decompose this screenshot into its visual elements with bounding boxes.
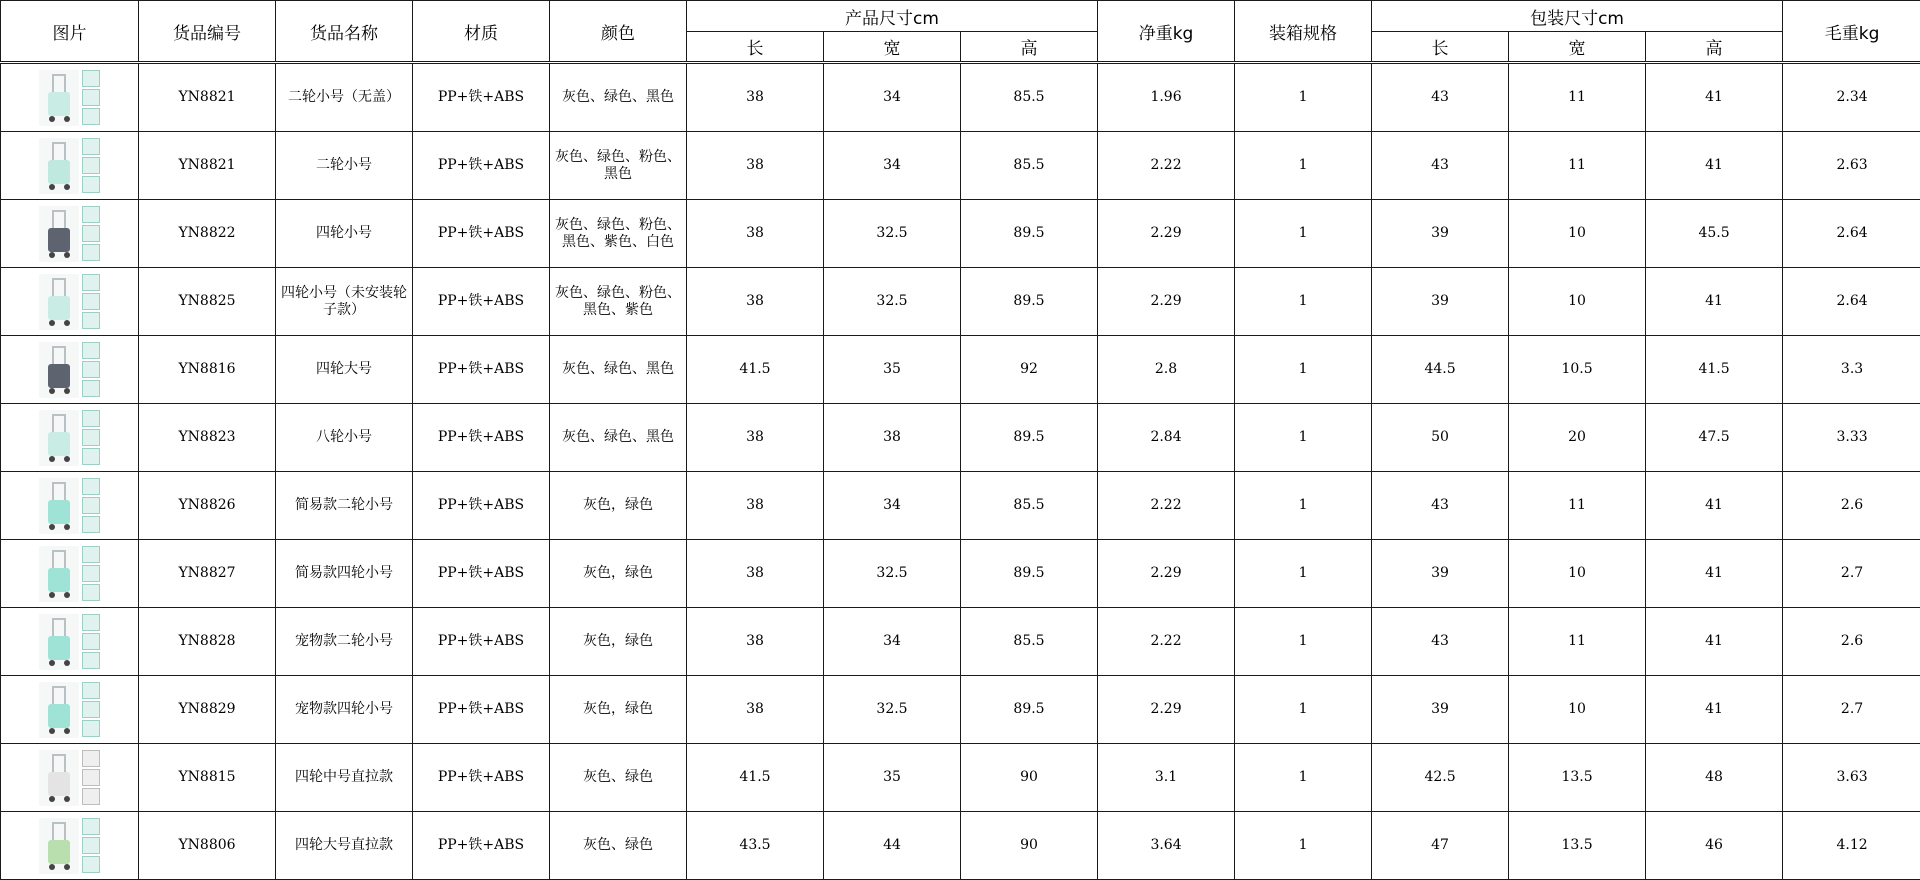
cell-material[interactable]: PP+铁+ABS [413,268,550,336]
product-thumbnail[interactable] [5,477,134,535]
cell-packing-spec[interactable]: 1 [1235,132,1372,200]
cell-package-length[interactable]: 39 [1372,676,1509,744]
cell-product-length[interactable]: 38 [687,676,824,744]
cell-net-weight[interactable]: 2.29 [1098,200,1235,268]
detail-strip-image [82,478,100,534]
cell-image[interactable] [1,676,139,744]
cell-gross-weight[interactable]: 2.6 [1783,608,1920,676]
cell-product-height[interactable]: 92 [961,336,1098,404]
cell-gross-weight[interactable]: 2.7 [1783,676,1920,744]
cell-image[interactable] [1,472,139,540]
cell-package-height[interactable]: 41 [1646,676,1783,744]
cell-gross-weight[interactable]: 2.7 [1783,540,1920,608]
cell-net-weight[interactable]: 2.29 [1098,676,1235,744]
cell-product-width[interactable]: 38 [824,404,961,472]
cell-name[interactable]: 四轮小号（未安装轮子款） [276,268,413,336]
cell-gross-weight[interactable]: 2.34 [1783,63,1920,132]
trolley-cart-image [39,614,79,670]
detail-strip-image [82,750,100,806]
cell-product-height[interactable]: 85.5 [961,608,1098,676]
trolley-cart-image [39,70,79,126]
cell-color[interactable]: 灰色，绿色 [550,608,687,676]
cell-gross-weight[interactable]: 2.6 [1783,472,1920,540]
cell-package-width[interactable]: 10 [1509,268,1646,336]
cell-package-width[interactable]: 11 [1509,132,1646,200]
cell-name[interactable]: 四轮中号直拉款 [276,744,413,812]
cell-package-width[interactable]: 10 [1509,200,1646,268]
detail-strip-image [82,206,100,262]
table-row [1,200,1920,268]
cell-sku[interactable]: YN8827 [139,540,276,608]
cell-sku[interactable]: YN8821 [139,63,276,132]
cell-image[interactable] [1,336,139,404]
header-image[interactable]: 图片 [1,1,139,63]
cell-net-weight[interactable]: 2.22 [1098,132,1235,200]
cell-product-width[interactable]: 35 [824,336,961,404]
cell-image[interactable] [1,132,139,200]
table-row [1,63,1920,132]
cell-net-weight[interactable]: 2.8 [1098,336,1235,404]
trolley-cart-image [39,750,79,806]
product-thumbnail[interactable] [5,341,134,399]
cell-name[interactable]: 宠物款二轮小号 [276,608,413,676]
cell-package-height[interactable]: 48 [1646,744,1783,812]
cell-package-width[interactable]: 10 [1509,676,1646,744]
cell-packing-spec[interactable]: 1 [1235,540,1372,608]
cell-packing-spec[interactable]: 1 [1235,472,1372,540]
cell-image[interactable] [1,812,139,880]
product-thumbnail[interactable] [5,681,134,739]
cell-product-width[interactable]: 32.5 [824,200,961,268]
cell-image[interactable] [1,540,139,608]
cell-package-length[interactable]: 39 [1372,540,1509,608]
cell-package-width[interactable]: 11 [1509,608,1646,676]
cell-product-height[interactable]: 90 [961,744,1098,812]
cell-product-width[interactable]: 34 [824,63,961,132]
cell-package-width[interactable]: 10.5 [1509,336,1646,404]
cell-product-length[interactable]: 38 [687,608,824,676]
header-package-length[interactable]: 长 [1372,32,1509,63]
cell-color[interactable]: 灰色、绿色 [550,744,687,812]
cell-color[interactable]: 灰色、绿色、黑色 [550,336,687,404]
cell-product-width[interactable]: 32.5 [824,540,961,608]
detail-strip-image [82,614,100,670]
cell-color[interactable]: 灰色、绿色、粉色、黑色 [550,132,687,200]
product-thumbnail[interactable] [5,613,134,671]
cell-product-width[interactable]: 34 [824,608,961,676]
cell-product-length[interactable]: 38 [687,268,824,336]
cell-product-length[interactable]: 38 [687,132,824,200]
cell-packing-spec[interactable]: 1 [1235,336,1372,404]
cell-net-weight[interactable]: 3.64 [1098,812,1235,880]
detail-strip-image [82,70,100,126]
cell-packing-spec[interactable]: 1 [1235,268,1372,336]
table-row [1,336,1920,404]
cell-sku[interactable]: YN8822 [139,200,276,268]
product-thumbnail[interactable] [5,749,134,807]
cell-package-width[interactable]: 20 [1509,404,1646,472]
cell-sku[interactable]: YN8823 [139,404,276,472]
cell-material[interactable]: PP+铁+ABS [413,676,550,744]
cell-packing-spec[interactable]: 1 [1235,812,1372,880]
product-thumbnail[interactable] [5,545,134,603]
cell-name[interactable]: 八轮小号 [276,404,413,472]
cell-packing-spec[interactable]: 1 [1235,608,1372,676]
product-thumbnail[interactable] [5,137,134,195]
cell-packing-spec[interactable]: 1 [1235,676,1372,744]
cell-package-width[interactable]: 13.5 [1509,744,1646,812]
cell-sku[interactable]: YN8825 [139,268,276,336]
cell-sku[interactable]: YN8821 [139,132,276,200]
cell-name[interactable]: 宠物款四轮小号 [276,676,413,744]
cell-color[interactable]: 灰色，绿色 [550,676,687,744]
cell-image[interactable] [1,63,139,132]
cell-product-height[interactable]: 89.5 [961,540,1098,608]
cell-package-length[interactable]: 50 [1372,404,1509,472]
cell-material[interactable]: PP+铁+ABS [413,744,550,812]
cell-image[interactable] [1,200,139,268]
cell-product-length[interactable]: 38 [687,63,824,132]
cell-product-width[interactable]: 44 [824,812,961,880]
trolley-cart-image [39,274,79,330]
cell-material[interactable]: PP+铁+ABS [413,608,550,676]
header-sku[interactable]: 货品编号 [139,1,276,63]
cell-net-weight[interactable]: 2.22 [1098,608,1235,676]
cell-package-length[interactable]: 43 [1372,472,1509,540]
cell-gross-weight[interactable]: 2.64 [1783,268,1920,336]
cell-gross-weight[interactable]: 3.3 [1783,336,1920,404]
product-thumbnail[interactable] [5,817,134,875]
header-package-size[interactable]: 包装尺寸cm [1372,1,1783,32]
cell-gross-weight[interactable]: 3.63 [1783,744,1920,812]
cell-sku[interactable]: YN8815 [139,744,276,812]
header-package-height[interactable]: 高 [1646,32,1783,63]
cell-sku[interactable]: YN8826 [139,472,276,540]
cell-image[interactable] [1,608,139,676]
cell-product-length[interactable]: 38 [687,540,824,608]
cell-gross-weight[interactable]: 2.64 [1783,200,1920,268]
trolley-cart-image [39,342,79,398]
cell-name[interactable]: 二轮小号（无盖） [276,63,413,132]
cell-packing-spec[interactable]: 1 [1235,200,1372,268]
cell-name[interactable]: 简易款二轮小号 [276,472,413,540]
cell-sku[interactable]: YN8816 [139,336,276,404]
product-thumbnail[interactable] [5,409,134,467]
cell-material[interactable]: PP+铁+ABS [413,812,550,880]
cell-sku[interactable]: YN8829 [139,676,276,744]
cell-product-height[interactable]: 85.5 [961,63,1098,132]
cell-material[interactable]: PP+铁+ABS [413,132,550,200]
cell-package-length[interactable]: 47 [1372,812,1509,880]
cell-package-height[interactable]: 41 [1646,268,1783,336]
cell-material[interactable]: PP+铁+ABS [413,404,550,472]
cell-color[interactable]: 灰色，绿色 [550,540,687,608]
cell-product-height[interactable]: 85.5 [961,132,1098,200]
table-row [1,812,1920,880]
cell-package-length[interactable]: 44.5 [1372,336,1509,404]
cell-package-length[interactable]: 42.5 [1372,744,1509,812]
cell-product-length[interactable]: 41.5 [687,744,824,812]
detail-strip-image [82,410,100,466]
cell-product-width[interactable]: 32.5 [824,676,961,744]
cell-package-height[interactable]: 41 [1646,472,1783,540]
trolley-cart-image [39,138,79,194]
header-product-length[interactable]: 长 [687,32,824,63]
cell-package-height[interactable]: 41 [1646,132,1783,200]
cell-packing-spec[interactable]: 1 [1235,63,1372,132]
cell-color[interactable]: 灰色、绿色、粉色、黑色、紫色 [550,268,687,336]
trolley-cart-image [39,546,79,602]
cell-product-height[interactable]: 89.5 [961,404,1098,472]
cell-product-width[interactable]: 32.5 [824,268,961,336]
cell-package-height[interactable]: 46 [1646,812,1783,880]
cell-package-width[interactable]: 11 [1509,472,1646,540]
header-gross-weight[interactable]: 毛重kg [1783,1,1920,63]
header-net-weight[interactable]: 净重kg [1098,1,1235,63]
cell-package-height[interactable]: 41 [1646,63,1783,132]
cell-name[interactable]: 简易款四轮小号 [276,540,413,608]
trolley-cart-image [39,818,79,874]
cell-material[interactable]: PP+铁+ABS [413,540,550,608]
cell-material[interactable]: PP+铁+ABS [413,472,550,540]
table-row [1,676,1920,744]
cell-gross-weight[interactable]: 3.33 [1783,404,1920,472]
cell-package-width[interactable]: 13.5 [1509,812,1646,880]
cell-package-length[interactable]: 43 [1372,608,1509,676]
trolley-cart-image [39,682,79,738]
cell-package-height[interactable]: 41 [1646,608,1783,676]
cell-package-width[interactable]: 10 [1509,540,1646,608]
table-row [1,540,1920,608]
cell-packing-spec[interactable]: 1 [1235,744,1372,812]
table-row [1,268,1920,336]
cell-net-weight[interactable]: 3.1 [1098,744,1235,812]
header-color[interactable]: 颜色 [550,1,687,63]
cell-product-height[interactable]: 89.5 [961,200,1098,268]
cell-package-height[interactable]: 41 [1646,540,1783,608]
cell-package-height[interactable]: 47.5 [1646,404,1783,472]
cell-product-length[interactable]: 38 [687,200,824,268]
detail-strip-image [82,818,100,874]
detail-strip-image [82,342,100,398]
cell-name[interactable]: 二轮小号 [276,132,413,200]
cell-package-length[interactable]: 43 [1372,63,1509,132]
cell-product-height[interactable]: 85.5 [961,472,1098,540]
cell-product-length[interactable]: 38 [687,404,824,472]
cell-package-height[interactable]: 45.5 [1646,200,1783,268]
product-thumbnail[interactable] [5,273,134,331]
cell-product-width[interactable]: 35 [824,744,961,812]
cell-product-height[interactable]: 90 [961,812,1098,880]
cell-product-length[interactable]: 38 [687,472,824,540]
detail-strip-image [82,274,100,330]
cell-product-width[interactable]: 34 [824,132,961,200]
cell-package-length[interactable]: 39 [1372,268,1509,336]
cell-material[interactable]: PP+铁+ABS [413,63,550,132]
header-material[interactable]: 材质 [413,1,550,63]
cell-name[interactable]: 四轮小号 [276,200,413,268]
cell-net-weight[interactable]: 2.29 [1098,268,1235,336]
cell-product-height[interactable]: 89.5 [961,676,1098,744]
cell-name[interactable]: 四轮大号直拉款 [276,812,413,880]
cell-gross-weight[interactable]: 2.63 [1783,132,1920,200]
cell-material[interactable]: PP+铁+ABS [413,336,550,404]
cell-color[interactable]: 灰色、绿色、粉色、黑色、紫色、白色 [550,200,687,268]
header-product-size[interactable]: 产品尺寸cm [687,1,1098,32]
trolley-cart-image [39,410,79,466]
cell-product-width[interactable]: 34 [824,472,961,540]
table-row [1,472,1920,540]
product-thumbnail[interactable] [5,205,134,263]
cell-net-weight[interactable]: 1.96 [1098,63,1235,132]
cell-material[interactable]: PP+铁+ABS [413,200,550,268]
table-row [1,132,1920,200]
cell-packing-spec[interactable]: 1 [1235,404,1372,472]
cell-color[interactable]: 灰色、绿色 [550,812,687,880]
cell-name[interactable]: 四轮大号 [276,336,413,404]
header-name[interactable]: 货品名称 [276,1,413,63]
trolley-cart-image [39,478,79,534]
trolley-cart-image [39,206,79,262]
cell-image[interactable] [1,404,139,472]
detail-strip-image [82,546,100,602]
table-row [1,744,1920,812]
cell-color[interactable]: 灰色，绿色 [550,472,687,540]
cell-image[interactable] [1,268,139,336]
table-row [1,608,1920,676]
cell-package-height[interactable]: 41.5 [1646,336,1783,404]
cell-product-length[interactable]: 41.5 [687,336,824,404]
product-thumbnail[interactable] [5,69,134,127]
cell-net-weight[interactable]: 2.22 [1098,472,1235,540]
detail-strip-image [82,682,100,738]
header-packing-spec[interactable]: 装箱规格 [1235,1,1372,63]
cell-net-weight[interactable]: 2.84 [1098,404,1235,472]
header-package-width[interactable]: 宽 [1509,32,1646,63]
cell-image[interactable] [1,744,139,812]
cell-net-weight[interactable]: 2.29 [1098,540,1235,608]
cell-product-height[interactable]: 89.5 [961,268,1098,336]
cell-gross-weight[interactable]: 4.12 [1783,812,1920,880]
cell-sku[interactable]: YN8828 [139,608,276,676]
cell-color[interactable]: 灰色、绿色、黑色 [550,63,687,132]
cell-product-length[interactable]: 43.5 [687,812,824,880]
cell-color[interactable]: 灰色、绿色、黑色 [550,404,687,472]
header-product-width[interactable]: 宽 [824,32,961,63]
cell-package-width[interactable]: 11 [1509,63,1646,132]
detail-strip-image [82,138,100,194]
cell-sku[interactable]: YN8806 [139,812,276,880]
cell-package-length[interactable]: 39 [1372,200,1509,268]
table-row [1,404,1920,472]
header-product-height[interactable]: 高 [961,32,1098,63]
cell-package-length[interactable]: 43 [1372,132,1509,200]
